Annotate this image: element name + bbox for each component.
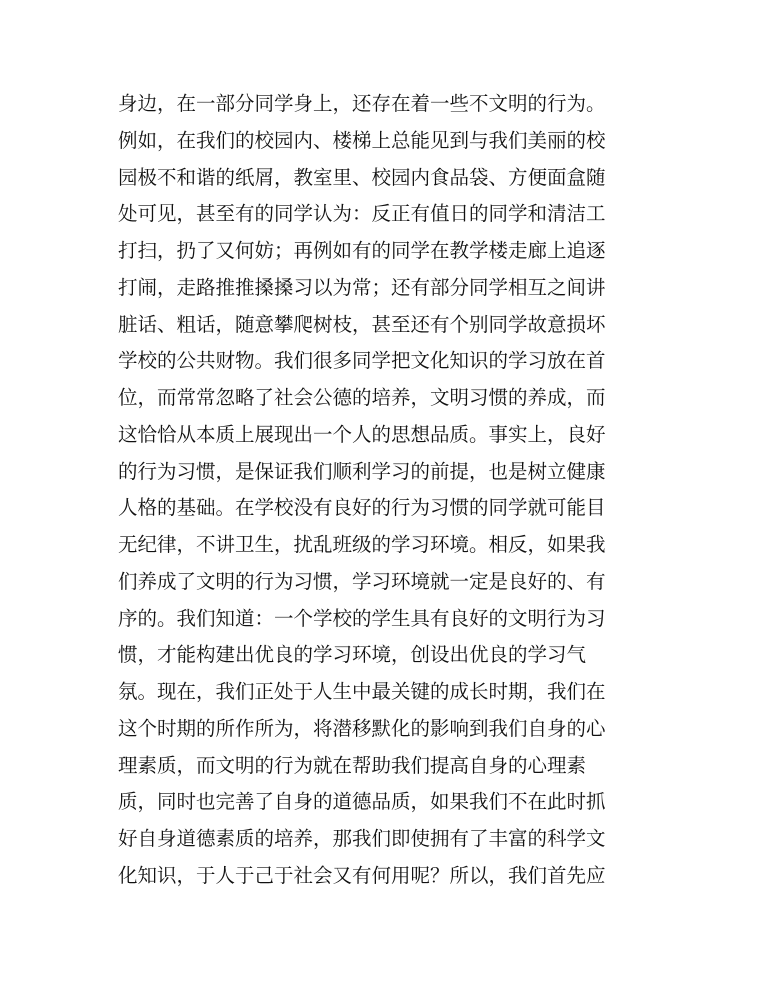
text-line: 打扫，扔了又何妨；再例如有的同学在教学楼走廊上追逐 — [118, 239, 606, 262]
text-line: 位，而常常忽略了社会公德的培养，文明习惯的养成，而 — [118, 386, 606, 409]
text-line: 打闹，走路推推搡搡习以为常；还有部分同学相互之间讲 — [118, 275, 606, 299]
text-line: 们养成了文明的行为习惯，学习环境就一定是良好的、有 — [118, 569, 606, 593]
text-line: 脏话、粗话，随意攀爬树枝，甚至还有个别同学故意损坏 — [118, 312, 606, 336]
text-line: 例如，在我们的校园内、楼梯上总能见到与我们美丽的校 — [118, 128, 606, 152]
text-line: 惯，才能构建出优良的学习环境，创设出优良的学习气 — [118, 643, 587, 667]
text-line: 这个时期的所作所为，将潜移默化的影响到我们自身的心 — [118, 716, 606, 740]
text-line: 的行为习惯，是保证我们顺利学习的前提，也是树立健康 — [118, 459, 606, 483]
text-line: 这恰恰从本质上展现出一个人的思想品质。事实上，良好 — [118, 422, 606, 446]
text-line: 氛。现在，我们正处于人生中最关键的成长时期，我们在 — [118, 680, 606, 703]
text-line: 无纪律，不讲卫生，扰乱班级的学习环境。相反，如果我 — [118, 533, 606, 556]
text-line: 好自身道德素质的培养，那我们即使拥有了丰富的科学文 — [118, 827, 606, 850]
text-line: 处可见，甚至有的同学认为：反正有值日的同学和清洁工 — [118, 202, 606, 226]
text-line: 人格的基础。在学校没有良好的行为习惯的同学就可能目 — [118, 496, 606, 520]
body-text — [118, 86, 658, 895]
text-line: 理素质，而文明的行为就在帮助我们提高自身的心理素 — [118, 753, 587, 777]
text-line: 序的。我们知道：一个学校的学生具有良好的文明行为习 — [118, 606, 606, 630]
text-line: 园极不和谐的纸屑，教室里、校园内食品袋、方便面盒随 — [118, 165, 606, 189]
text-line: 身边，在一部分同学身上，还存在着一些不文明的行为。 — [118, 92, 606, 115]
text-line: 化知识，于人于己于社会又有何用呢？所以，我们首先应 — [118, 863, 606, 887]
text-line: 学校的公共财物。我们很多同学把文化知识的学习放在首 — [118, 349, 606, 373]
text-line: 质，同时也完善了自身的道德品质，如果我们不在此时抓 — [118, 790, 606, 814]
